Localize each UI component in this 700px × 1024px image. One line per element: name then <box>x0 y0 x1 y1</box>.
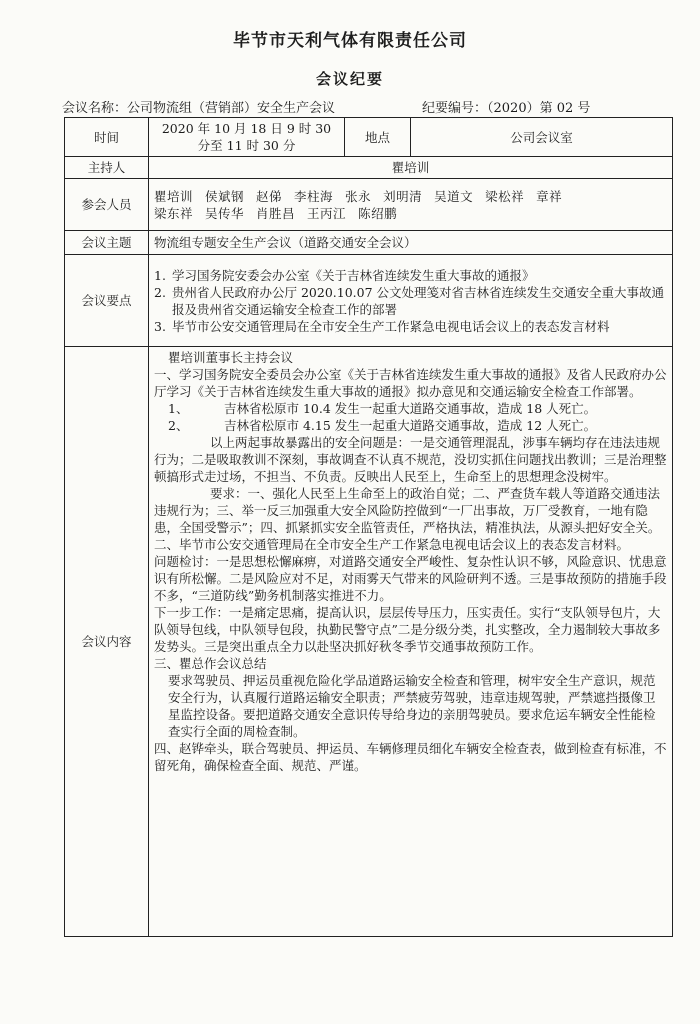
attendee: 张永 <box>345 188 372 204</box>
key-point-number: 3. <box>154 318 166 334</box>
section-2-problems: 问题检讨：一是思想松懈麻痹，对道路交通安全严峻性、复杂性认识不够，风险意识、忧患意识有所松懈。二是风险应对不足，对雨雾天气带来的风险研判不透。三是事故预防的措施手段不多，“三道防线”勤务机制落实推进不力。 <box>154 554 667 603</box>
attendees-value <box>149 179 673 231</box>
row-time-place <box>65 118 673 157</box>
content-value <box>149 347 673 937</box>
place-label: 地点 <box>345 118 411 157</box>
section-1-item-1 <box>154 400 667 417</box>
attendee: 赵俤 <box>256 188 283 204</box>
attendee: 吴传华 <box>205 205 245 221</box>
attendee: 刘明清 <box>383 188 423 204</box>
section-1-heading: 一、学习国务院安全委员会办公室《关于吉林省连续发生重大事故的通报》及省人民政府办公厅学习《关于吉林省连续发生重大事故的通报》拟办意见和交通运输安全检查工作部署。 <box>154 367 667 399</box>
item-number: 2、 <box>168 418 189 433</box>
attendee: 梁松祥 <box>485 188 525 204</box>
time-value <box>149 118 345 157</box>
section-1-analysis: 以上两起事故暴露出的安全问题是：一是交通管理混乱，涉事车辆均存在违法违规行为；二是吸取教训不深刻，事故调查不认真不规范，没切实抓住问题找出教训；三是治理整顿搞形式走过场，不担当、不负责。反映出人民至上，生命至上的思想理念没树牢。 <box>154 435 667 484</box>
attendee: 瞿培训 <box>154 188 194 204</box>
document-title: 会议纪要 <box>315 70 384 88</box>
section-4-heading: 四、赵铧牵头，联合驾驶员、押运员、车辆修理员细化车辆安全检查表，做到检查有标准，不留死角，确保检查全面、规范、严谨。 <box>154 741 667 773</box>
key-point-number: 2. <box>154 284 166 300</box>
minutes-table <box>64 117 673 937</box>
time-line-2: 分至 11 时 30 分 <box>197 138 296 153</box>
section-3-heading: 三、瞿总作会议总结 <box>154 656 267 671</box>
time-line-1: 2020 年 10 月 18 日 9 时 30 <box>161 121 332 136</box>
item-text: 吉林省松原市 10.4 发生一起重大道路交通事故，造成 18 人死亡。 <box>224 401 597 416</box>
section-2-heading: 二、毕节市公安交通管理局在全市安全生产工作紧急电视电话会议上的表态发言材料。 <box>154 537 630 552</box>
key-points-value <box>149 255 673 347</box>
item-number: 1、 <box>168 401 189 416</box>
section-1-item-2 <box>154 417 667 434</box>
host-label: 主持人 <box>65 157 149 179</box>
content-intro: 瞿培训董事长主持会议 <box>168 350 294 365</box>
topic-value: 物流组专题安全生产会议（道路交通安全会议） <box>149 231 673 255</box>
row-attendees <box>65 179 673 231</box>
meta-row <box>62 97 672 117</box>
meeting-name-label: 会议名称： <box>62 101 128 116</box>
minutes-number-value: （2020）第 02 号 <box>487 101 591 116</box>
time-label: 时间 <box>65 118 149 157</box>
key-point-text: 学习国务院安委会办公室《关于吉林省连续发生重大事故的通报》 <box>172 267 535 283</box>
key-point <box>154 318 667 335</box>
key-point <box>154 284 667 318</box>
attendee: 吴道文 <box>434 188 474 204</box>
topic-label: 会议主题 <box>65 231 149 255</box>
key-points-label: 会议要点 <box>65 255 149 347</box>
key-points-list <box>154 267 667 335</box>
attendees-label: 参会人员 <box>65 179 149 231</box>
attendees-row-2 <box>154 205 667 222</box>
meeting-name-value: 公司物流组（营销部）安全生产会议 <box>127 101 336 116</box>
row-host <box>65 157 673 179</box>
attendee: 侯斌钢 <box>205 188 245 204</box>
item-text: 吉林省松原市 4.15 发生一起重大道路交通事故，造成 12 人死亡。 <box>224 418 597 433</box>
attendee: 李柱海 <box>294 188 334 204</box>
section-1-requirements: 要求：一、强化人民至上生命至上的政治自觉；二、严查货车载人等道路交通违法违规行为；三、举一反三加强重大安全风险防控做到“一厂出事故，万厂受教育，一地有隐患，全国受警示”；四、抓紧抓实安全监管责任，严格执法，精准执法，从源头把好安全关。 <box>154 486 661 535</box>
attendee: 章祥 <box>536 188 563 204</box>
key-point-text: 贵州省人民政府办公厅 2020.10.07 公文处理笺对省吉林省连续发生交通安全重大事故通报及贵州省交通运输安全检查工作的部署 <box>172 284 665 317</box>
place-value: 公司会议室 <box>411 118 673 157</box>
content-label: 会议内容 <box>65 347 149 937</box>
section-3-summary: 要求驾驶员、押运员重视危险化学品道路运输安全检查和管理，树牢安全生产意识，规范安全行为，认真履行道路运输安全职责；严禁疲劳驾驶，违章违规驾驶，严禁遮挡摄像卫星监控设备。要把道路交通安全意识传导给身边的亲朋驾驶员。要求危运车辆安全性能检查实行全面的周检查制。 <box>168 673 656 739</box>
minutes-number <box>422 97 590 116</box>
row-topic <box>65 231 673 255</box>
key-point <box>154 267 667 284</box>
host-value: 瞿培训 <box>149 157 673 179</box>
row-content <box>65 347 673 937</box>
company-name: 毕节市天利气体有限责任公司 <box>233 31 467 51</box>
section-2-next-steps: 下一步工作：一是痛定思痛，提高认识，层层传导压力，压实责任。实行“支队领导包片，大队领导包线，中队领导包段，执勤民警守点”二是分级分类，扎实整改，全力遏制较大事故多发势头。三是突出重点全力以赴坚决抓好秋冬季节交通事故预防工作。 <box>154 605 661 654</box>
attendee: 王丙江 <box>307 205 347 221</box>
minutes-number-label: 纪要编号： <box>422 101 488 116</box>
key-point-number: 1. <box>154 267 166 283</box>
row-key-points <box>65 255 673 347</box>
attendee: 陈绍鹏 <box>358 205 398 221</box>
meeting-name <box>62 97 335 116</box>
attendees-row-1 <box>154 188 667 205</box>
key-point-text: 毕节市公安交通管理局在全市安全生产工作紧急电视电话会议上的表态发言材料 <box>172 318 610 334</box>
attendee: 梁东祥 <box>154 205 194 221</box>
attendee: 肖胜昌 <box>256 205 296 221</box>
